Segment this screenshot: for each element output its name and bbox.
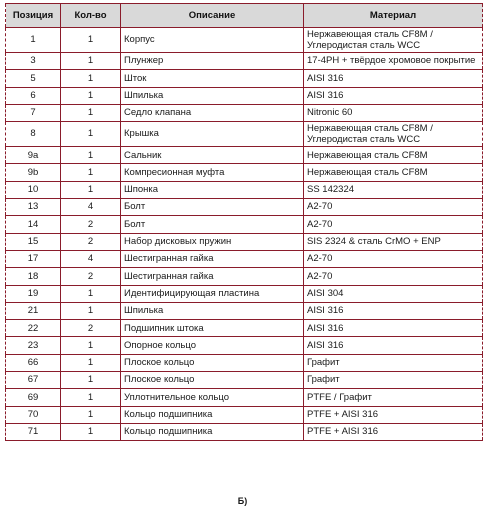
- table-row: [6, 423, 483, 440]
- cell-description: Идентифицирующая пластина: [121, 285, 304, 302]
- header-material: Материал: [304, 4, 483, 28]
- cell-description: Уплотнительное кольцо: [121, 389, 304, 406]
- cell-description: Седло клапана: [121, 104, 304, 121]
- material-line: AISI 316: [307, 72, 344, 84]
- cell-quantity: 1: [61, 181, 121, 198]
- material-line: Углеродистая сталь WCC: [307, 40, 421, 51]
- table-row: [6, 53, 483, 70]
- cell-description: Подшипник штока: [121, 320, 304, 337]
- table-row: [6, 164, 483, 181]
- cell-description: Плунжер: [121, 53, 304, 70]
- material-line: Графит: [307, 357, 340, 369]
- cell-description: Крышка: [121, 122, 304, 147]
- cell-material: [304, 423, 483, 440]
- material-line: PTFE + AISI 316: [307, 409, 379, 421]
- table-row: [6, 147, 483, 164]
- cell-quantity: 1: [61, 389, 121, 406]
- header-quantity: Кол-во: [61, 4, 121, 28]
- material-line: Nitronic 60: [307, 107, 353, 119]
- cell-quantity: 1: [61, 354, 121, 371]
- header-position: Позиция: [6, 4, 61, 28]
- cell-description: Набор дисковых пружин: [121, 233, 304, 250]
- table-row: [6, 337, 483, 354]
- material-line: Нержавеющая сталь CF8M: [307, 149, 428, 161]
- material-line: Нержавеющая сталь CF8M: [307, 166, 428, 178]
- cell-description: Болт: [121, 199, 304, 216]
- cell-position: 9a: [6, 147, 61, 164]
- cell-quantity: 1: [61, 372, 121, 389]
- material-line: PTFE + AISI 316: [307, 426, 379, 438]
- cell-position: 23: [6, 337, 61, 354]
- table-row: [6, 389, 483, 406]
- table-row: [6, 70, 483, 87]
- material-line: A2-70: [307, 218, 333, 230]
- table-row: [6, 104, 483, 121]
- cell-material: [304, 406, 483, 423]
- material-line: SS 142324: [307, 184, 355, 196]
- cell-material: [304, 181, 483, 198]
- cell-position: 22: [6, 320, 61, 337]
- cell-quantity: 4: [61, 199, 121, 216]
- cell-material: [304, 302, 483, 319]
- cell-position: 69: [6, 389, 61, 406]
- cell-position: 5: [6, 70, 61, 87]
- table-row: [6, 320, 483, 337]
- cell-quantity: 1: [61, 285, 121, 302]
- cell-material: [304, 337, 483, 354]
- table-row: [6, 122, 483, 147]
- cell-material: [304, 233, 483, 250]
- material-line: AISI 316: [307, 322, 344, 334]
- cell-material: [304, 28, 483, 53]
- cell-quantity: 1: [61, 164, 121, 181]
- cell-quantity: 1: [61, 53, 121, 70]
- cell-position: 21: [6, 302, 61, 319]
- cell-position: 13: [6, 199, 61, 216]
- material-line: A2-70: [307, 201, 333, 213]
- figure-caption: Б): [237, 496, 248, 506]
- cell-position: 67: [6, 372, 61, 389]
- cell-description: Опорное кольцо: [121, 337, 304, 354]
- material-line: Углеродистая сталь WCC: [307, 134, 421, 146]
- cell-description: Кольцо подшипника: [121, 406, 304, 423]
- table-row: [6, 406, 483, 423]
- cell-quantity: 1: [61, 147, 121, 164]
- material-line: A2-70: [307, 253, 333, 265]
- cell-quantity: 1: [61, 337, 121, 354]
- material-line: Нержавеющая сталь CF8M /: [307, 28, 433, 40]
- cell-material: [304, 53, 483, 70]
- cell-description: Шпонка: [121, 181, 304, 198]
- cell-description: Шпилька: [121, 87, 304, 104]
- table-body: [6, 28, 483, 441]
- table-row: [6, 250, 483, 267]
- cell-position: 66: [6, 354, 61, 371]
- cell-description: Кольцо подшипника: [121, 423, 304, 440]
- cell-description: Корпус: [121, 28, 304, 53]
- table-row: [6, 268, 483, 285]
- cell-description: Компресионная муфта: [121, 164, 304, 181]
- cell-position: 3: [6, 53, 61, 70]
- table-row: [6, 302, 483, 319]
- table-row: [6, 199, 483, 216]
- cell-position: 19: [6, 285, 61, 302]
- cell-position: 17: [6, 250, 61, 267]
- cell-quantity: 2: [61, 268, 121, 285]
- cell-quantity: 1: [61, 70, 121, 87]
- cell-quantity: 2: [61, 216, 121, 233]
- material-line: Графит: [307, 374, 340, 386]
- cell-description: Болт: [121, 216, 304, 233]
- cell-material: [304, 268, 483, 285]
- cell-quantity: 1: [61, 406, 121, 423]
- cell-position: 71: [6, 423, 61, 440]
- cell-material: [304, 354, 483, 371]
- cell-position: 6: [6, 87, 61, 104]
- cell-quantity: 1: [61, 28, 121, 53]
- cell-material: [304, 122, 483, 147]
- cell-material: [304, 87, 483, 104]
- table-row: [6, 216, 483, 233]
- cell-description: Плоское кольцо: [121, 354, 304, 371]
- cell-position: 7: [6, 104, 61, 121]
- cell-material: [304, 216, 483, 233]
- cell-position: 1: [6, 28, 61, 53]
- table-row: [6, 87, 483, 104]
- table-row: [6, 372, 483, 389]
- cell-quantity: 2: [61, 320, 121, 337]
- parts-table: [5, 3, 483, 441]
- cell-position: 70: [6, 406, 61, 423]
- cell-description: Шестигранная гайка: [121, 250, 304, 267]
- material-line: AISI 304: [307, 287, 344, 299]
- header-description: Описание: [121, 4, 304, 28]
- cell-description: Шпилька: [121, 302, 304, 319]
- cell-material: [304, 389, 483, 406]
- material-line: A2-70: [307, 270, 333, 282]
- cell-material: [304, 199, 483, 216]
- cell-position: 9b: [6, 164, 61, 181]
- cell-position: 8: [6, 122, 61, 147]
- cell-material: [304, 372, 483, 389]
- cell-quantity: 1: [61, 87, 121, 104]
- cell-quantity: 2: [61, 233, 121, 250]
- cell-quantity: 1: [61, 122, 121, 147]
- cell-material: [304, 320, 483, 337]
- table-row: [6, 354, 483, 371]
- table-row: [6, 28, 483, 53]
- cell-quantity: 1: [61, 302, 121, 319]
- table-row: [6, 181, 483, 198]
- material-line: SIS 2324 & сталь CrMO + ENP: [307, 236, 441, 248]
- cell-material: [304, 285, 483, 302]
- cell-material: [304, 164, 483, 181]
- cell-description: Плоское кольцо: [121, 372, 304, 389]
- material-line: PTFE / Графит: [307, 391, 372, 403]
- material-line: AISI 316: [307, 305, 344, 317]
- table-row: [6, 285, 483, 302]
- cell-description: Шестигранная гайка: [121, 268, 304, 285]
- material-line: Нержавеющая сталь CF8M /: [307, 122, 433, 134]
- cell-material: [304, 147, 483, 164]
- cell-material: [304, 70, 483, 87]
- cell-position: 10: [6, 181, 61, 198]
- cell-position: 15: [6, 233, 61, 250]
- header-row: [6, 4, 483, 28]
- cell-quantity: 4: [61, 250, 121, 267]
- material-line: 17-4PH + твёрдое хромовое покрытие: [307, 55, 476, 67]
- cell-quantity: 1: [61, 423, 121, 440]
- cell-position: 14: [6, 216, 61, 233]
- material-line: AISI 316: [307, 339, 344, 351]
- cell-quantity: 1: [61, 104, 121, 121]
- cell-material: [304, 250, 483, 267]
- cell-description: Сальник: [121, 147, 304, 164]
- material-line: AISI 316: [307, 89, 344, 101]
- cell-position: 18: [6, 268, 61, 285]
- cell-material: [304, 104, 483, 121]
- table-row: [6, 233, 483, 250]
- cell-description: Шток: [121, 70, 304, 87]
